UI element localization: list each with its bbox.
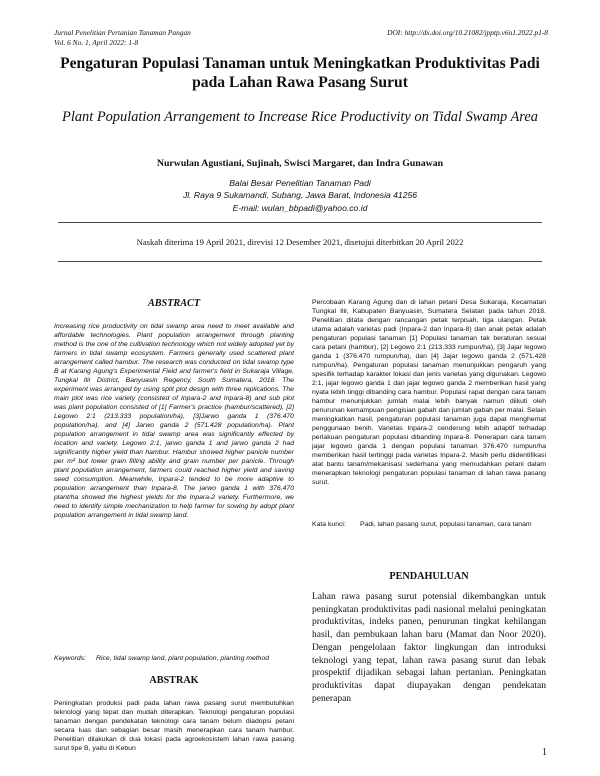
running-header-journal xyxy=(54,28,191,48)
keywords-list: Rice, tidal swamp land, plant population, planting method xyxy=(96,655,270,662)
introduction-body: Lahan rawa pasang surut potensial dikembangkan untuk peningkatan produktivitas padi nasional melalui peningkatan produktivitas, indeks panen, penurunan tingkat kehilangan hasil, dan pembukaan lahan baru (Mamat dan Noor 2020). Dengan pengelolaan faktor lingkungan dan introduksi teknologi yang tepat, lahan rawa pasang surut dan lebak prospektif dijadikan sebagai lahan pertanian. Peningkatan produktivitas dapat diupayakan dengan pendekatan penerapan xyxy=(312,592,546,704)
doi-link[interactable]: DOI: http://dx.doi.org/10.21082/jpptp.v6n1.2022.p1-8 xyxy=(387,28,548,37)
abstrak-heading: ABSTRAK xyxy=(149,675,199,686)
divider-bottom xyxy=(58,261,542,262)
affiliation xyxy=(50,177,550,214)
journal-name: Jurnal Penelitian Pertanian Tanaman Pangan xyxy=(54,28,191,37)
article-title-english: Plant Population Arrangement to Increase Rice Productivity on Tidal Swamp Area xyxy=(62,109,538,125)
affiliation-address: Jl. Raya 9 Sukamandi, Subang, Jawa Barat, Indonesia 41256 xyxy=(182,190,418,201)
abstrak-body-part1: Peningkatan produksi padi pada lahan rawa pasang surut membutuhkan teknologi yang tepat dan mudah diterapkan. Teknologi pengaturan populasi tanaman dengan pendekatan teknologi cara tanam belum diadopsi petani secara luas dan sebagian besar masih menerapkan cara tanam hambur. Penelitian dilakukan di dua lokasi pada agroekosistem lahan rawa pasang surut tipe B, yaitu di Kebun xyxy=(54,700,294,753)
kata-kunci-label: Kata kunci: xyxy=(312,521,346,528)
keywords-indonesian xyxy=(312,520,546,529)
manuscript-dates: Naskah diterima 19 April 2021, direvisi 12 Desember 2021, disetujui diterbitkan 20 April 2022 xyxy=(136,237,464,247)
keywords-label: Keywords: xyxy=(54,655,86,662)
abstract-heading: ABSTRACT xyxy=(147,298,201,309)
journal-volume: Vol. 6 No. 1, April 2022: 1-8 xyxy=(54,38,139,47)
page-number: 1 xyxy=(542,747,547,758)
kata-kunci-list: Padi, lahan pasang surut, populasi tanaman, cara tanam xyxy=(360,521,532,528)
divider-top xyxy=(58,222,542,223)
article-title: Pengaturan Populasi Tanaman untuk Meningkatkan Produktivitas Padi pada Lahan Rawa Pasang Surut xyxy=(60,55,540,91)
affiliation-email[interactable]: E-mail: wulan_bbpadi@yahoo.co.id xyxy=(232,202,368,213)
introduction-heading: PENDAHULUAN xyxy=(389,571,469,582)
keywords-english xyxy=(54,654,294,663)
abstrak-body-part2: Percobaan Karang Agung dan di lahan petani Desa Sukaraja, Kecamatan Tungkal Ilir, Kabupaten Banyuasin, Sumatera Selatan pada tahun 2018. Penelitian ditata dengan rancangan petak terpisah, tiga ulangan. Petak utama adalah varietas padi (Inpara-2 dan Inpara-8) dan anak petak adalah pengaturan populasi tanaman [1] Populasi tanaman tak beraturan sesuai cara petani (hambur), [2] Legowo 2:1 (213.333 rumpun/ha), [3] Jajar legowo ganda 1 (376.470 rumpun/ha), dan [4] Jajar legowo ganda 2 (571.428 rumpun/ha). Pengaturan populasi tanaman menunjukkan pengaruh yang spesifik terhadap karakter lokasi dan jenis varietas yang digunakan. Legowo 2:1, jajar legowo ganda 1 dan jajar legowo ganda 2 memberikan hasil yang nyata lebih tinggi dibanding cara hambur. Populasi rapat dengan cara tanam hambur menunjukkan jumlah malai lebih banyak namun diikuti oleh penurunan kemampuan pengisian gabah dan jumlah gabah per malai. Selain meningkatkan hasil, pengaturan populasi tanaman juga dapat menghemat penggunaan benih. Varietas Inpara-2 cenderung lebih adaptif terhadap perlakuan pengaturan populasi dibanding Inpara-8. Penerapan cara tanam jajar legowo ganda 1 dengan populasi tanaman 376.470 rumpun/ha memberikan hasil tertinggi pada varietas Inpara-2. Masih perlu diidentifikasi alat bantu tanam/mekanisasi sederhana yang memudahkan petani dalam menerapkan teknologi pengaturan populasi tanaman di lahan rawa pasang surut. xyxy=(312,299,546,487)
abstract-english-body: Increasing rice productivity on tidal swamp area need to meet available and affordable technologies. Plant population arrangement through planting method is the one of the cultivation technology which not widely adopted yet by farmers in tidal swamp ecosystem. Farmers generally used scattered plant arrangement called hambur. The research was conducted on tidal swamp type B at Karang Agung's Experimental Field and farmer's field in Sukaraja Village, Tungkal Ilir District, Banyuasin Regency, South Sumatera, 2018. The experiment was arranged by using split plot design with three replications. The main plot was rice variety (consisted of Inpara-2 and Inpara-8) and sub plot was plant population consisted of [1] Farmer's practice (hambur/scattered), [2] Legowo 2:1 (213.333 population/ha), [3]Jarwo ganda 1 (376.470 population/ha), and [4] Jarwo ganda 2 (571.428 population/ha). Plant population arrangement in tidal swamp area was significantly effected by location and variety. Legowo 2:1, jarwo ganda 1 and jarwo ganda 2 had significantly higher yield than hambur. Hambur showed higher panicle number per m² but lower grain filling ability and grain number per panicle. Through plant population arrangement, farmers could reached higher yield and saving seed consumption. Meanwhile, Inpara-2 tended to be more adaptive to population arrangement than Inpara-8. The jarwo ganda 1 with 376,470 plant/ha showed the highest yields for the Inpara-2 variety. Furthermore, we need to identify simple mechanization to help farmer for sowing by adopt plant population arrangement in tidal swamp land. xyxy=(54,323,294,520)
affiliation-institution: Balai Besar Penelitian Tanaman Padi xyxy=(229,178,371,188)
author-list: Nurwulan Agustiani, Sujinah, Swisci Margaret, dan Indra Gunawan xyxy=(156,158,444,169)
